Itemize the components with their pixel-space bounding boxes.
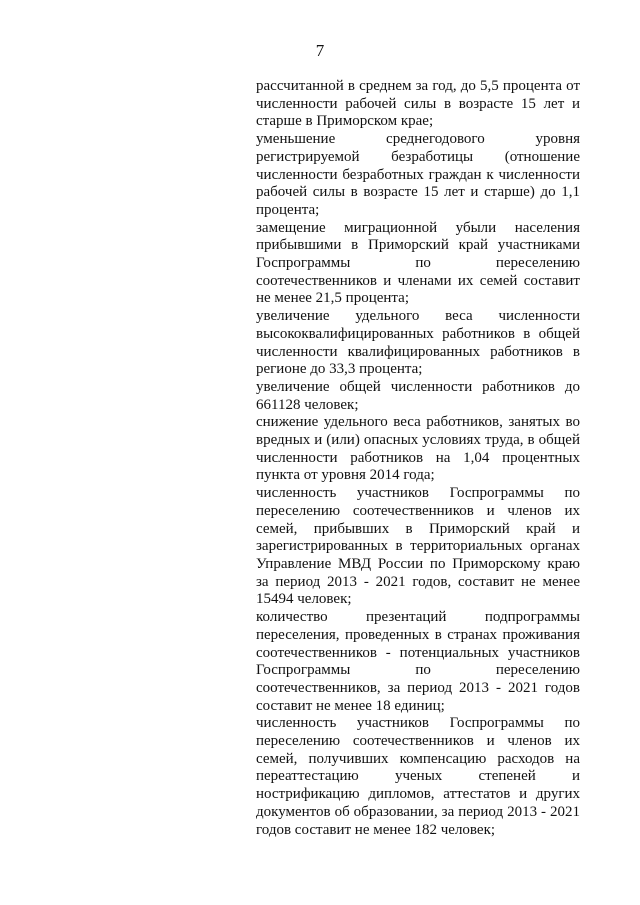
paragraph-registered-unemployment: уменьшение среднегодового уровня регистрируемой безработицы (отношение численности безработных граждан к численности рабочей силы в возрасте 15 лет и старше) до 1,1 процента;: [256, 131, 580, 218]
document-body: [256, 78, 580, 839]
paragraph-program-participants: численность участников Госпрограммы по переселению соотечественников и членов их семей, прибывших в Приморский край и зарегистрированных в территориальных органах Управление МВД России по Приморскому краю за период 2013 - 2021 годов, составит не менее 15494 человек;: [256, 485, 580, 608]
paragraph-migration-replacement: замещение миграционной убыли населения прибывшими в Приморский край участниками Госпрограммы по переселению соотечественников и членами их семей составит не менее 21,5 процента;: [256, 219, 580, 307]
paragraph-presentations-count: количество презентаций подпрограммы переселения, проведенных в странах проживания соотечественников - потенциальных участников Госпрограммы по переселению соотечественников, за период 2013 - 2021 годов составит не менее 18 единиц;: [256, 609, 580, 714]
paragraph-high-skilled-share: увеличение удельного веса численности высококвалифицированных работников в общей численности квалифицированных работников в регионе до 33,3 процента;: [256, 308, 580, 378]
page-number: 7: [315, 41, 325, 60]
paragraph-compensation-recipients: численность участников Госпрограммы по переселению соотечественников и членов их семей, получивших компенсацию расходов на переаттестацию ученых степеней и нострификацию дипломов, аттестатов и других документов об образовании, за период 2013 - 2021 годов составит не менее 182 человек;: [256, 715, 580, 838]
paragraph-unemployment-rate-end: рассчитанной в среднем за год, до 5,5 процента от численности рабочей силы в возрасте 15 лет и старше в Приморском крае;: [256, 78, 580, 130]
paragraph-hazardous-conditions: снижение удельного веса работников, занятых во вредных и (или) опасных условиях труда, в общей численности работников на 1,04 процентных пункта от уровня 2014 года;: [256, 414, 580, 484]
paragraph-total-workers: увеличение общей численности работников до 661128 человек;: [256, 378, 580, 413]
